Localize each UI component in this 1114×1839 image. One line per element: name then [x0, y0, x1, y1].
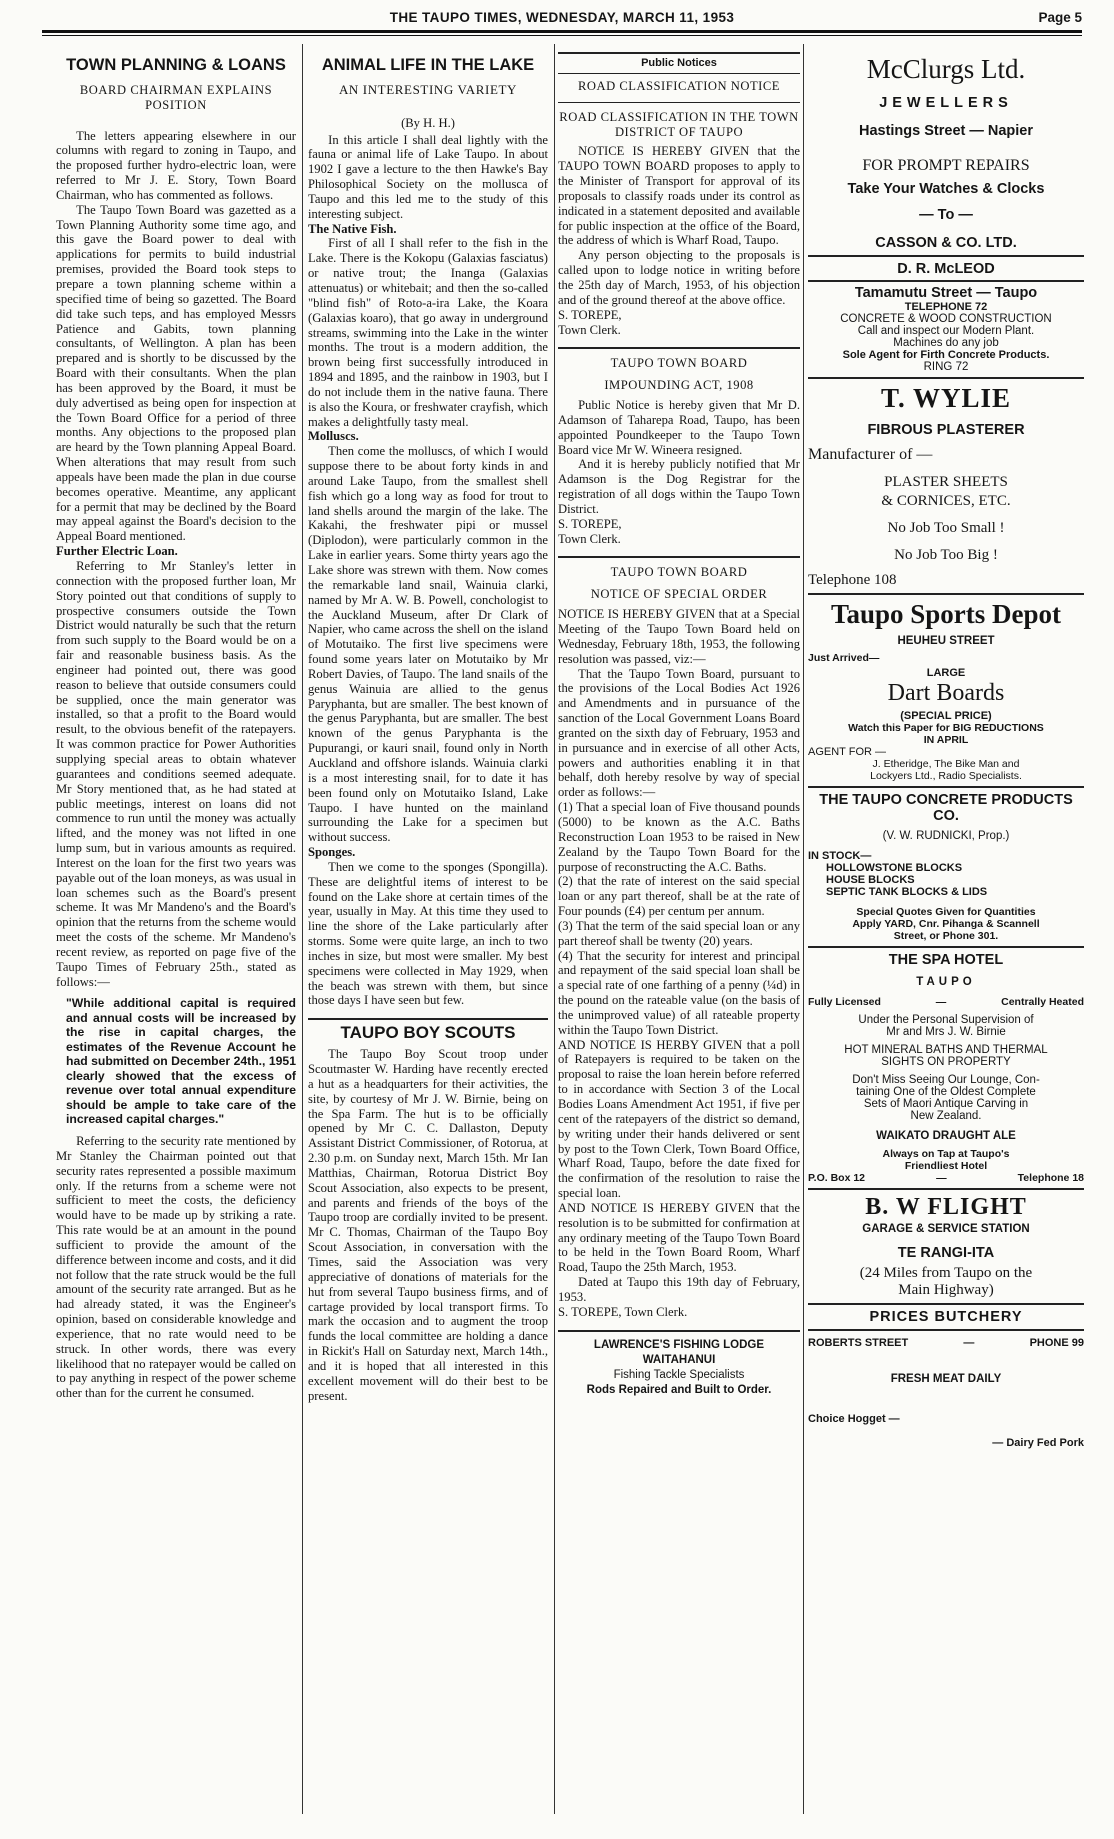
paragraph: AND NOTICE IS HERBY GIVEN that a poll of Ratepayers is required to be taken on the proposal to raise the loan herein before referred to in accordance with Section 3 of the Local Bodies Loans Amendment Act 1951, if five per cent of the ratepayers of the district so demand, by writing under their hands delivered or sent by post to the Town Clerk, Town Board Office, Wharf Road, Taupo, before the date fixed for the confirmation of the resolution to raise the special loan.: [558, 1037, 800, 1201]
ad-line: Don't Miss Seeing Our Lounge, Con-: [852, 1074, 1040, 1086]
paragraph: The letters appearing elsewhere in our columns with regard to zoning in Taupo, and the proposed further hydro-electric loan, were referred to Mr J. E. Story, Town Board Chairman, who has commented as follows.: [56, 128, 296, 202]
ad-line: Fully Licensed: [808, 996, 881, 1008]
notice-title: ROAD CLASSIFICATION NOTICE: [578, 78, 780, 93]
divider: [558, 1330, 800, 1332]
ad-line: No Job Too Big !: [894, 547, 998, 563]
ad-name: D. R. McLEOD: [897, 261, 995, 277]
ad-prices-butchery: [808, 1309, 1084, 1449]
ad-wylie: [808, 383, 1084, 589]
paragraph: AND NOTICE IS HEREBY GIVEN that the resolution is to be submitted for confirmation at any ordinary meeting of the Taupo Town Board to be held in the Town Board Room, Wharf Road, Taupo the 25th March, 1953.: [558, 1200, 800, 1275]
ad-line: Friendliest Hotel: [904, 1160, 988, 1172]
divider: [808, 1303, 1084, 1305]
signature-title: Town Clerk.: [558, 531, 621, 546]
ad-line: Main Highway): [898, 1282, 994, 1298]
subheading: Molluscs.: [308, 429, 359, 444]
headline: TAUPO BOY SCOUTS: [340, 1023, 516, 1043]
ad-line: & CORNICES, ETC.: [881, 493, 1011, 509]
ad-name: THE TAUPO CONCRETE PRODUCTS CO.: [819, 792, 1073, 824]
ad-line: No Job Too Small !: [887, 520, 1005, 536]
headline: ANIMAL LIFE IN THE LAKE: [321, 56, 535, 74]
lodge-place: WAITAHANUI: [642, 1353, 716, 1366]
ad-line: FRESH MEAT DAILY: [890, 1373, 1002, 1385]
ad-line: Machines do any job: [893, 337, 999, 349]
ad-line: Just Arrived—: [808, 652, 880, 664]
divider: [558, 556, 800, 558]
divider: [808, 280, 1084, 282]
notice-title: TAUPO TOWN BOARD: [610, 356, 748, 371]
paragraph: NOTICE IS HEREBY GIVEN that the TAUPO TOWN BOARD proposes to apply to the Minister of Transport for approval of its proposals to classify roads under its control as indicated in a statement deposited and available for public inspection at the office of the Board, the address of which is Wharf Road, Taupo.: [558, 144, 800, 248]
ad-line: Sole Agent for Firth Concrete Products.: [842, 349, 1050, 361]
paragraph: Then we come to the sponges (Spongilla). These are delightful items of interest to be found on the Lake shore at certain times of the year, usually in May. At this time they used to line the shore of the Lake particularly after storms. Some were quite large, an inch to two inches in size, but most were smaller. My best specimens were collected in May 1929, when the beach was strewn with them, but since those days I have seen but few.: [308, 859, 548, 1008]
ad-name: B. W FLIGHT: [865, 1194, 1027, 1220]
ad-line: Sets of Maori Antique Carving in: [863, 1098, 1029, 1110]
ad-line: Special Quotes Given for Quantities: [856, 906, 1036, 918]
ad-street: HEUHEU STREET: [897, 635, 995, 647]
subheading: Further Electric Loan.: [56, 544, 178, 559]
ad-trade: GARAGE & SERVICE STATION: [862, 1223, 1030, 1235]
ad-phone: TELEPHONE 72: [904, 301, 988, 313]
ad-name: Taupo Sports Depot: [830, 599, 1062, 629]
paragraph: First of all I shall refer to the fish in the Lake. There is the Kokopu (Galaxias fasciatus) or native trout; the Inanga (Galaxias attenuatus) or whitebait; and then the so-called "blind fish" of Roto-a-ira Lake, the Koara (Galaxias koaro), that go away in underground streams, swimming into the Lake in the winter months. The trout is a modern addition, the brown being first successfully introduced in 1894 and 1895, and the rainbow in 1903, but I do not include them in the native fauna. There is also the Koura, or freshwater crayfish, which makes a delightfully tasty meal.: [308, 236, 548, 429]
ad-name: McClurgs Ltd.: [866, 54, 1026, 84]
dash: —: [935, 996, 947, 1008]
lodge-line: Fishing Tackle Specialists: [613, 1368, 745, 1381]
ad-sports-depot: [808, 599, 1084, 782]
lodge-name: LAWRENCE'S FISHING LODGE: [593, 1338, 765, 1351]
ad-line: IN STOCK—: [808, 850, 872, 862]
ad-line: — To —: [919, 207, 973, 223]
ad-line: Under the Personal Supervision of: [858, 1014, 1034, 1026]
divider: [808, 593, 1084, 595]
ad-mcclurgs: [808, 54, 1084, 251]
dash: —: [963, 1337, 975, 1349]
ad-trade: JEWELLERS: [879, 95, 1013, 111]
ad-line: IN APRIL: [923, 734, 969, 746]
ad-spa-hotel: [808, 952, 1084, 1184]
divider: [308, 1018, 548, 1020]
ad-line: Lockyers Ltd., Radio Specialists.: [870, 770, 1022, 782]
subhead: AN INTERESTING VARIETY: [338, 81, 518, 97]
paragraph: NOTICE IS HEREBY GIVEN that at a Special Meeting of the Taupo Town Board held on Wednesday, February 18th, 1953, the following resolution was passed, viz:—: [558, 607, 800, 666]
ad-line: Manufacturer of —: [808, 446, 933, 463]
ad-trade: FIBROUS PLASTERER: [867, 422, 1025, 438]
masthead-rule-thin: [42, 35, 1082, 36]
ad-line: Take Your Watches & Clocks: [847, 181, 1045, 197]
ad-line: Street, or Phone 301.: [893, 930, 999, 942]
article-town-planning: [56, 52, 296, 1832]
ad-row: [808, 1172, 1084, 1184]
ad-line: FOR PROMPT REPAIRS: [862, 157, 1030, 174]
notices-header: Public Notices: [558, 52, 800, 74]
subheading: Sponges.: [308, 845, 356, 860]
paragraph: Any person objecting to the proposals is called upon to lodge notice in writing before the 25th day of March, 1953, of his objection and of the ground thereof at the above office.: [558, 248, 800, 307]
divider: [558, 102, 800, 103]
divider: [808, 786, 1084, 788]
paragraph: Referring to the security rate mentioned by Mr Stanley the Chairman pointed out that security rates represented a possible maximum only. If the returns from a scheme were not sufficient to meet the costs, the deficiency would have to be made up by striking a rate. This rate would be at an amount in the pound sufficient to provide the amount of the difference between income and costs, and it did not follow that the rate struck would be the full amount of the security rate arranged. But as he had already stated, it was the Engineer's opinion, based on considerable knowledge and experience, that no rate would need to be struck. In other words, there was every likelihood that no ratepayer would be called on to pay anything in respect of the power scheme other than for the current he consumed.: [56, 1133, 296, 1401]
ad-line: HOT MINERAL BATHS AND THERMAL: [844, 1044, 1048, 1056]
ad-name: T. WYLIE: [880, 383, 1012, 413]
ad-line: SEPTIC TANK BLOCKS & LIDS: [826, 886, 988, 898]
notice-subtitle: IMPOUNDING ACT, 1908: [604, 378, 754, 393]
ad-row: [808, 1337, 1084, 1349]
notice-subtitle: NOTICE OF SPECIAL ORDER: [590, 587, 768, 602]
ad-line: (SPECIAL PRICE): [900, 710, 992, 722]
ad-line: (24 Miles from Taupo on the: [859, 1265, 1033, 1281]
signature: S. TOREPE,: [558, 516, 622, 531]
ad-line: CONCRETE & WOOD CONSTRUCTION: [840, 313, 1052, 325]
paragraph: The Taupo Boy Scout troop under Scoutmaster W. Harding have recently erected a hut as a headquarters for their activities, the site, by courtesy of Mr J. W. Birnie, being on the Spa Farm. The hut is to be officially opened by Mr C. C. Dallaston, Deputy Assistant District Commissioner, of Rotorua, at 2.30 p.m. on Sunday next, March 15th. Mr Ian Matthias, Chairman, Rotorua District Boy Scout Association, also expects to be present, and parents and friends of the boys of the Taupo troop are cordially invited to be present. Mr C. Thomas, Chairman of the Taupo Boy Scout Association, in conversation with the Times, said the Association was very appreciative of donations of materials for the hut from several Taupo business firms, and of cartage provided by local transport firms. To mark the occasion and to augment the troop funds the local committee are holding a dance in Rickit's Hall on Saturday next, March 14th., and it is hoped that all interested in this excellent movement will do their best to be present.: [308, 1047, 548, 1403]
paragraph: In this article I shall deal lightly with the fauna or animal life of Lake Taupo. In about 1902 I gave a lecture to the then Hawke's Bay Philosophical Society on the mollusca of Taupo and this led me to the study of this interesting subject.: [308, 132, 548, 221]
quote: "While additional capital is required and annual costs will be increased by the rise in capital charges, the estimates of the Revenue Account he had submitted on December 24th., 1951 clearly showed that the excess of revenue over total annual expenditure should be ample to take care of the increased capital charges.": [66, 996, 296, 1127]
ad-line: Centrally Heated: [1001, 996, 1084, 1008]
ad-fishing-lodge: [558, 1338, 800, 1398]
masthead-title: THE TAUPO TIMES, WEDNESDAY, MARCH 11, 1953: [389, 10, 735, 25]
ad-line: Choice Hogget —: [808, 1413, 900, 1425]
signature-title: Town Clerk.: [558, 322, 621, 337]
paragraph: Dated at Taupo this 19th day of February, 1953.: [558, 1275, 800, 1304]
paragraph: Public Notice is hereby given that Mr D. Adamson of Taharepa Road, Taupo, has been appointed Poundkeeper to the Taupo Town Board vice Mr W. Wineera resigned.: [558, 398, 800, 457]
ad-line: Apply YARD, Cnr. Pihanga & Scannell: [852, 918, 1040, 930]
signature: S. TOREPE, Town Clerk.: [558, 1304, 688, 1319]
ad-line: J. Etheridge, The Bike Man and: [872, 758, 1020, 770]
public-notices: [558, 52, 800, 1832]
masthead-rule: [42, 30, 1082, 33]
subheading: The Native Fish.: [308, 221, 397, 236]
ad-line: Watch this Paper for BIG REDUCTIONS: [848, 722, 1044, 734]
paragraph: (3) That the term of the said special loan or any part thereof shall be twenty (20) years.: [558, 918, 800, 948]
ad-line: Mr and Mrs J. W. Birnie: [886, 1026, 1006, 1038]
paragraph: Then come the molluscs, of which I would suppose there to be about forty kinds in and around Lake Taupo, from the smallest shell fish which go a long way as food for trout to land shells around the margin of the lake. The Kakahi, the freshwater pipi or mussel (Diplodon), were particularly common in the Lake in earlier years. Some thirty years ago the Lake shore was strewn with them. Now comes the remarkable land snail, Wainuia clarki, named by Mr A. W. B. Powell, conchologist to the Auckland Museum, after Dr Clark of Napier, who came across the shell on the island of Motutaiko. The first live specimens were found some years later on Motutaiko by Mr Robert Davies, of Taupo. The land snails of the genus Wainuia are allied to the genus Paryphanta, but are smaller. The best known of the genus Paryphanta, but are smaller. The best known of the genus Paryphanta is the Pupurangi, or kauri snail, found only in North Auckland and offshore islands. Wainuia clarki is a most interesting snail, for to date it has been found only on Motutaiko Island, Lake Taupo. I have hunted on the mainland surrounding the Lake for a specimen but without success.: [308, 444, 548, 845]
ad-line: CASSON & CO. LTD.: [875, 235, 1017, 251]
masthead: [42, 6, 1082, 28]
article-animal-life: [308, 52, 548, 1832]
subhead: BOARD CHAIRMAN EXPLAINS POSITION: [79, 82, 273, 112]
notice-title: TAUPO TOWN BOARD: [610, 565, 748, 580]
ad-line: WAIKATO DRAUGHT ALE: [876, 1130, 1016, 1142]
ad-mcleod: [808, 261, 1084, 373]
ad-line: AGENT FOR —: [808, 746, 887, 758]
ad-phone: Telephone 108: [808, 572, 897, 588]
notice-subtitle: ROAD CLASSIFICATION IN THE TOWN DISTRICT OF TAUPO: [559, 109, 799, 139]
lodge-line: Rods Repaired and Built to Order.: [586, 1383, 772, 1396]
ad-line: LARGE: [926, 667, 966, 679]
ad-row: [808, 996, 1084, 1008]
ad-line: Always on Tap at Taupo's: [882, 1148, 1010, 1160]
ad-line: RING 72: [923, 361, 969, 373]
paragraph: (4) That the security for interest and principal and repayment of the said special loan shall be a special rate of one farthing of a penny (¼d) in the pound on the rateable value (on the basis of the unimproved value) of all rateable property within the Taupo Town District.: [558, 948, 800, 1037]
paragraph: And it is hereby publicly notified that Mr Adamson is the Dog Registrar for the registration of all dogs within the Taupo Town District.: [558, 457, 800, 516]
ad-line: PLASTER SHEETS: [884, 474, 1008, 490]
divider: [808, 377, 1084, 379]
ad-name: PRICES BUTCHERY: [869, 1309, 1023, 1325]
ad-line: P.O. Box 12: [808, 1172, 866, 1184]
signature: S. TOREPE,: [558, 307, 622, 322]
ad-place: TE RANGI-ITA: [897, 1245, 995, 1261]
ad-line: taining One of the Oldest Complete: [856, 1086, 1036, 1098]
ad-address: Tamamutu Street — Taupo: [854, 285, 1038, 301]
divider: [808, 1329, 1084, 1331]
divider: [558, 347, 800, 349]
ad-line: PHONE 99: [1029, 1337, 1084, 1349]
ad-name: THE SPA HOTEL: [888, 952, 1004, 968]
divider: [808, 1188, 1084, 1190]
ad-concrete-products: [808, 792, 1084, 942]
divider: [808, 255, 1084, 257]
page-number: Page 5: [1038, 10, 1082, 25]
dash: —: [936, 1172, 947, 1184]
ad-line: — Dairy Fed Pork: [992, 1437, 1084, 1449]
paragraph: That the Taupo Town Board, pursuant to the provisions of the Local Bodies Act 1926 and Amendments and in pursuance of the sanction of the Local Government Loans Board granted on the sixth day of February, 1953 and in pursuance and in exercise of all other Acts, powers and authorities enabling it in that behalf, doth hereby resolve by way of special order as follows:—: [558, 666, 800, 800]
headline: TOWN PLANNING & LOANS: [66, 56, 286, 74]
ad-line: HOLLOWSTONE BLOCKS: [826, 862, 963, 874]
ad-flight-garage: [808, 1194, 1084, 1299]
ad-address: Hastings Street — Napier: [858, 123, 1034, 139]
advertisements: [808, 52, 1084, 1832]
column-rule: [554, 44, 555, 1814]
paragraph: (1) That a special loan of Five thousand pounds (5000) to be known as the A.C. Baths Reconstruction Loan 1953 to be raised in New Zealand by the Taupo Town Board for the purpose of reconstructing the A.C. Baths.: [558, 800, 800, 874]
divider: [808, 946, 1084, 948]
paragraph: The Taupo Town Board was gazetted as a Town Planning Authority some time ago, and this gave the Board power to deal with applications for permits to build industrial premises, provided the Board took steps to prepare a town planning scheme within a specified time of being so gazetted. The Board did take such teps, and has employed Messrs Patience and Gabits, town planning consultants, of Wellington. A plan has been prepared and is shortly to be discussed by the Board with their consultants. When the plan has been approved by the Board, it must be duly advertised as being open for inspection at the Town Board Office for a period of three months. Any objections to the proposed plan are heard by the Town planning Appeal Board. When alterations that may result from such appeals have been made the plan in due course becomes operative. Meantime, any applicant for a permit that may be declined by the Board may appeal against the Board's decision to the Appeal Board mentioned.: [56, 202, 296, 544]
ad-item: Dart Boards: [887, 680, 1005, 706]
paragraph: Referring to Mr Stanley's letter in connection with the proposed further loan, Mr Story pointed out that conditions of supply to prospective consumers outside the Town District would naturally be such that the return from such supply to the Board would be on a fair and reasonable business basis. As the engineer had pointed out, there was good reason to believe that outside consumers could be supplied, once the main generator was installed, so that a profit to the Board would result, to the obvious benefit of the ratepayers. It was common practice for Power Authorities supplying special areas to obtain whatever guarantees and conditions seemed adequate. Mr Story mentioned that, as he had stated at public meetings, interest on loans did not commence to run until the money was actually lifted, and the money was not lifted in one lump sum, but in various amounts as required. Interest on the loan for the first two years was payable out of the loan moneys, as was usual in loan schemes such as the Board's present scheme. It was Mr Mandeno's and the Board's opinion that the returns from the scheme would meet the costs of the scheme. Mr Mandeno's recent review, as reported on page five of the Taupo Times of February 25th., stated as follows:—: [56, 559, 296, 989]
ad-line: ROBERTS STREET: [808, 1337, 909, 1349]
ad-line: TAUPO: [916, 976, 976, 988]
ad-line: SIGHTS ON PROPERTY: [881, 1056, 1011, 1068]
ad-line: Call and inspect our Modern Plant.: [857, 325, 1035, 337]
column-rule: [803, 44, 804, 1814]
ad-line: (V. W. RUDNICKI, Prop.): [882, 830, 1010, 842]
ad-line: HOUSE BLOCKS: [826, 874, 915, 886]
byline: (By H. H.): [401, 115, 455, 130]
ad-line: Telephone 18: [1017, 1172, 1084, 1184]
column-rule: [302, 44, 303, 1814]
ad-line: New Zealand.: [910, 1110, 982, 1122]
paragraph: (2) that the rate of interest on the said special loan or any part thereof, shall be at the rate of Four pounds (£4) per centum per annum.: [558, 874, 800, 919]
